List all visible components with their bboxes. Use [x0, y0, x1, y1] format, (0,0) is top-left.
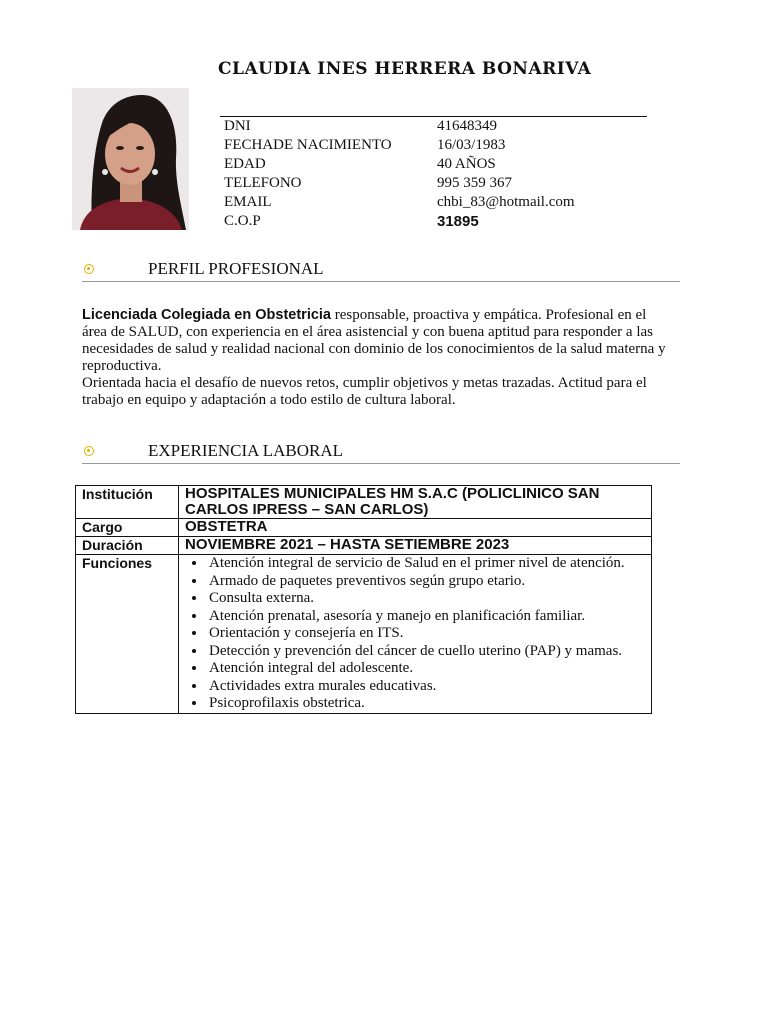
- role-label: Cargo: [76, 519, 179, 537]
- info-label: TELEFONO: [224, 175, 302, 191]
- list-item: • Atención integral del adolescente.: [207, 660, 645, 678]
- list-item: • Atención integral de servicio de Salud en el primer nivel de atención.: [207, 555, 645, 573]
- list-item: • Consulta externa.: [207, 590, 645, 608]
- table-row: [76, 486, 652, 519]
- experience-section-header: [82, 441, 680, 464]
- info-value: 41648349: [437, 118, 497, 134]
- section-title: PERFIL PROFESIONAL: [148, 259, 324, 278]
- info-row-phone: [224, 174, 575, 193]
- info-value: 16/03/1983: [437, 137, 506, 153]
- list-item: • Atención prenatal, asesoría y manejo en planificación familiar.: [207, 608, 645, 626]
- info-row-dni: [224, 117, 575, 136]
- info-value[interactable]: chbi_83@hotmail.com: [437, 194, 575, 210]
- institution-label: Institución: [76, 486, 179, 519]
- list-item: • Armado de paquetes preventivos según grupo etario.: [207, 573, 645, 591]
- info-label: EDAD: [224, 156, 266, 172]
- functions-cell: [179, 555, 652, 714]
- info-label: DNI: [224, 118, 251, 134]
- info-row-cop: [224, 212, 575, 231]
- info-label: EMAIL: [224, 194, 272, 210]
- experience-table: [75, 485, 652, 714]
- profile-photo: [72, 88, 189, 230]
- profile-lead: Licenciada Colegiada en Obstetricia: [82, 307, 331, 323]
- info-label: FECHADE NACIMIENTO: [224, 137, 392, 153]
- info-value: 40 AÑOS: [437, 156, 496, 172]
- section-title: EXPERIENCIA LABORAL: [148, 441, 344, 460]
- list-item: • Orientación y consejería en ITS.: [207, 625, 645, 643]
- profile-text: responsable, proactiva y empática. Profesional en el área de SALUD, con experiencia en el área asistencial y con buena aptitud para responder a las necesidades de salud y realidad nacional con dominio de los conocimientos de la salud materna y reproductiva.: [82, 307, 666, 374]
- info-value: 995 359 367: [437, 175, 512, 191]
- table-row: [76, 555, 652, 714]
- profile-paragraph: [82, 307, 667, 375]
- institution-value: HOSPITALES MUNICIPALES HM S.A.C (POLICLINICO SAN CARLOS IPRESS – SAN CARLOS): [179, 486, 652, 519]
- profile-paragraph: Orientada hacia el desafío de nuevos retos, cumplir objetivos y metas trazadas. Actitud para el trabajo en equipo y adaptación a todo estilo de cultura laboral.: [82, 375, 647, 408]
- info-row-birthdate: [224, 136, 575, 155]
- info-row-age: [224, 155, 575, 174]
- role-value: OBSTETRA: [179, 519, 652, 537]
- info-row-email: [224, 193, 575, 212]
- list-item: • Detección y prevención del cáncer de cuello uterino (PAP) y mamas.: [207, 643, 645, 661]
- functions-label: Funciones: [76, 555, 179, 714]
- info-value: 31895: [437, 213, 479, 230]
- functions-list: [185, 555, 645, 713]
- duration-label: Duración: [76, 537, 179, 555]
- profile-summary: [82, 307, 667, 409]
- duration-value: NOVIEMBRE 2021 – HASTA SETIEMBRE 2023: [179, 537, 652, 555]
- profile-section-header: [82, 259, 680, 282]
- list-item: • Actividades extra murales educativas.: [207, 678, 645, 696]
- table-row: [76, 537, 652, 555]
- candidate-name: CLAUDIA INES HERRERA BONARIVA: [218, 59, 592, 79]
- personal-info: [224, 117, 575, 231]
- info-label: C.O.P: [224, 213, 261, 229]
- table-row: [76, 519, 652, 537]
- list-item: • Psicoprofilaxis obstetrica.: [207, 695, 645, 713]
- target-bullet-icon: [84, 264, 94, 274]
- target-bullet-icon: [84, 446, 94, 456]
